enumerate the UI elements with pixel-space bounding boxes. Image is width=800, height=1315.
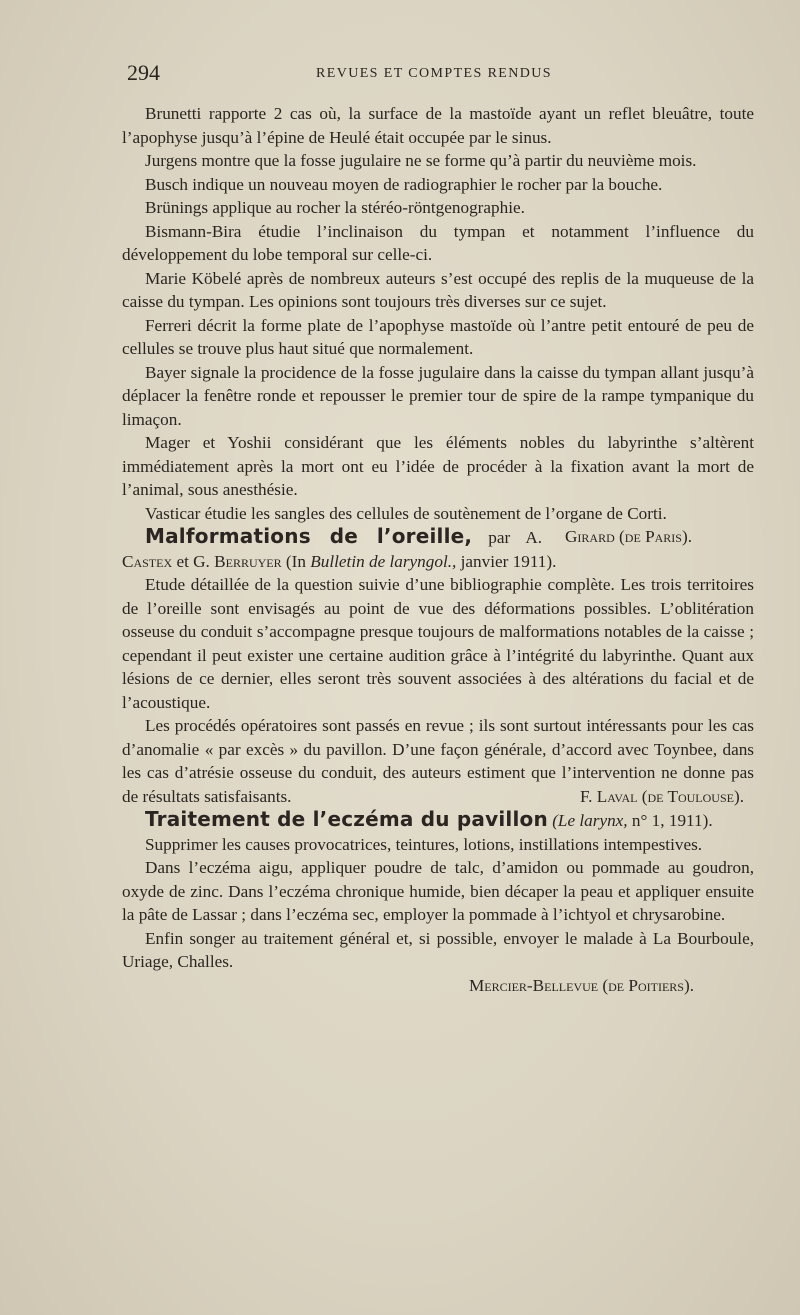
author-name: Berruyer [214,551,282,571]
paragraph: Ferreri décrit la forme plate de l’apophyse mastoïde où l’antre petit entouré de peu de cellules se trouve plus haut situé que normalement. [122,315,754,358]
author-name: Castex [122,551,173,571]
paragraph: Brünings applique au rocher la stéréo-röntgenographie. [145,198,525,217]
article-heading [122,808,754,833]
source-prefix: (In [285,551,306,571]
signature: Girard (de Paris). [565,527,692,546]
signature: Mercier-Bellevue (de Poitiers). [468,975,694,995]
page-header [0,60,800,100]
source-date: janvier 1911). [460,551,557,571]
source-journal: (Le larynx, [552,811,628,830]
page-number: 294 [127,60,160,85]
article-title: Malformations de l’oreille, [145,524,473,548]
source-journal: Bulletin de laryngol., [310,551,457,571]
paragraph: Jurgens montre que la fosse jugulaire ne se forme qu’à partir du neuvième mois. [145,151,697,170]
byline-by: par A. [488,528,543,547]
article-title: Traitement de l’eczéma du pavillon [145,807,548,831]
paragraph: Bayer signale la procidence de la fosse jugulaire dans la caisse du tympan allant jusqu’à déplacer la fenêtre ronde et repousser le premier tour de spire de la rampe tympanique du limaçon. [122,362,754,429]
signature: F. Laval (de Toulouse). [579,786,744,806]
paragraph: Supprimer les causes provocatrices, teintures, lotions, instillations intempestives. [145,834,703,854]
paragraph: Marie Köbelé après de nombreux auteurs s’est occupé des replis de la muqueuse de la caisse du tympan. Les opinions sont toujours très diverses sur ce sujet. [122,268,754,311]
body-text [122,102,754,997]
paragraph: Enfin songer au traitement général et, si possible, envoyer le malade à La Bourboule, Uriage, Challes. [122,928,754,971]
paragraph-text: Vasticar étudie les sangles des cellules de soutènement de l’organe de Corti. [145,503,667,523]
paragraph [122,714,754,808]
paragraph: Dans l’eczéma aigu, appliquer poudre de talc, d’amidon ou pommade au goudron, oxyde de zinc. Dans l’eczéma chronique humide, bien décaper la peau et appliquer ensuite la pâte de Lassar ; dans l’eczéma sec, employer la pommade à l’ichtyol et chrysarobine. [122,858,754,924]
paragraph: Mager et Yoshii considérant que les éléments nobles du labyrinthe s’altèrent immédiatement après la mort ont eu l’idée de procéder à la fixation avant la mort de l’animal, sous anesthésie. [122,433,754,499]
source-date: n° 1, 1911). [631,811,713,830]
paragraph-text: Les procédés opératoires sont passés en revue ; ils sont surtout intéressants pour les cas d’anomalie « par excès » du pavillon. D’une façon générale, d’accord avec Toynbee, dans les cas d’atrésie osseuse du conduit, des auteurs estiment que l’intervention ne donne pas de résultats satisfaisants. [122,716,754,806]
paragraph: Bismann-Bira étudie l’inclinaison du tympan et notamment l’influence du développement du lobe temporal sur celle-ci. [122,221,754,264]
paragraph: Brunetti rapporte 2 cas où, la surface de la mastoïde ayant un reflet bleuâtre, toute l’apophyse jusqu’à l’épine de Heulé était occupée par le sinus. [122,104,754,147]
running-head: REVUES ET COMPTES RENDUS [316,66,552,81]
paragraph: Etude détaillée de la question suivie d’une bibliographie complète. Les trois territoires de l’oreille sont envisagés au point de vue des déformations possibles. L’oblitération osseuse du conduit s’accompagne presque toujours de malformations notables de la caisse ; cependant il peut exister une certaine audition grâce à l’intégrité du labyrinthe. Quant aux lésions de ce dernier, elles seront très souvent associées à des altérations du facial et de l’acoustique. [122,575,754,712]
paragraph: Busch indique un nouveau moyen de radiographier le rocher par la bouche. [145,174,663,194]
byline-and: et G. [176,551,210,571]
